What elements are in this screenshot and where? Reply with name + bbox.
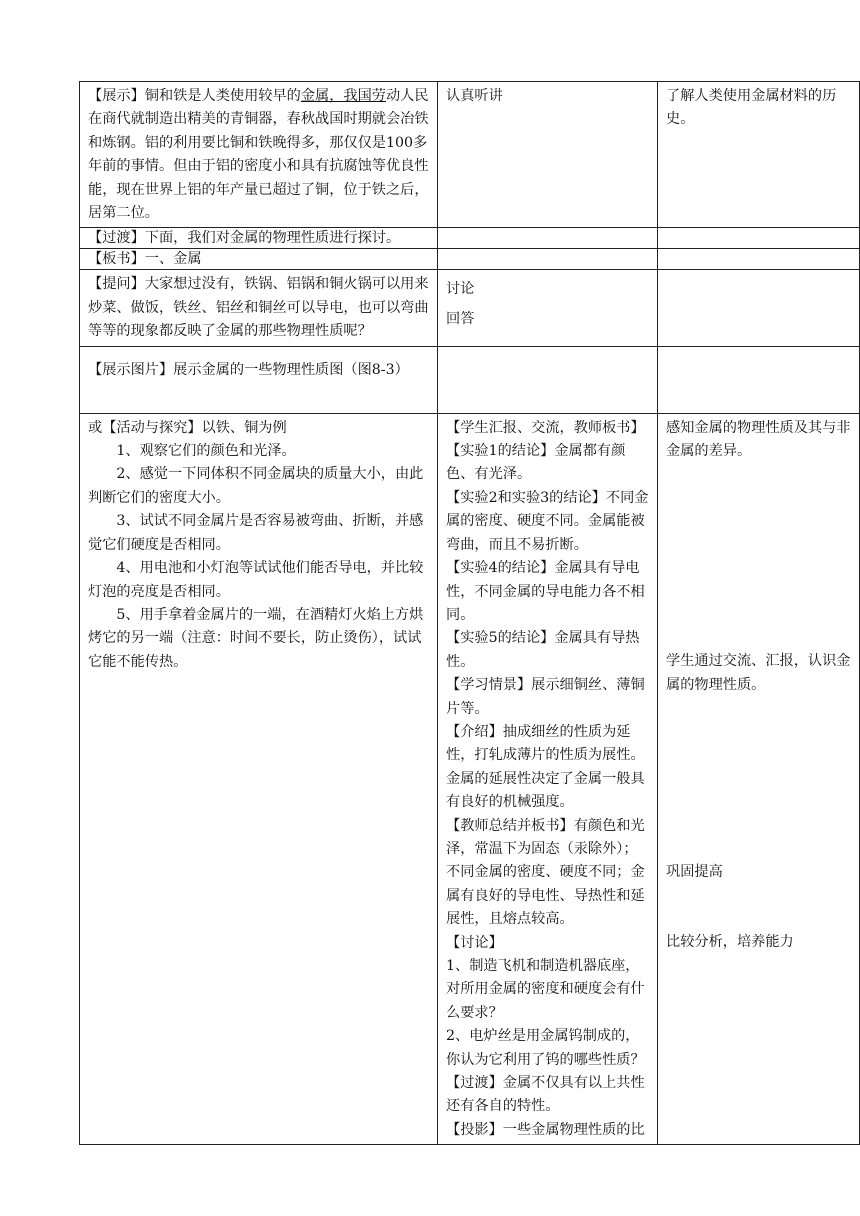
activity-title: 或【活动与探究】以铁、铜为例 — [88, 419, 287, 436]
design-intent-cell — [658, 228, 860, 249]
design-intent-cell: 了解人类使用金属材料的历史。 — [658, 82, 860, 228]
activity-line: 【实验4的结论】金属具有导电性，不同金属的导电能力各不相同。 — [446, 560, 645, 623]
student-activity-cell — [438, 413, 658, 1145]
activity-step: 4、用电池和小灯泡等试试他们能否导电，并比较灯泡的亮度是否相同。 — [88, 560, 424, 600]
table-row — [80, 249, 860, 270]
activity-line: 【学生汇报、交流，教师板书】 — [446, 419, 645, 436]
design-intent-cell — [658, 346, 860, 413]
activity-line: 【投影】一些金属物理性质的比 — [446, 1121, 645, 1138]
student-activity-cell — [438, 346, 658, 413]
intent-line: 学生通过交流、汇报，认识金属的物理性质。 — [666, 653, 851, 693]
activity-line: 讨论 — [446, 281, 475, 298]
table-row — [80, 270, 860, 346]
intent-line: 巩固提高 — [666, 864, 723, 881]
content-cell: 【过渡】下面，我们对金属的物理性质进行探讨。 — [80, 228, 438, 249]
design-intent-cell — [658, 413, 860, 1145]
activity-step: 3、试试不同金属片是否容易被弯曲、折断，并感觉它们硬度是否相同。 — [88, 513, 424, 553]
activity-line: 2、电炉丝是用金属钨制成的，你认为它利用了钨的哪些性质？ — [446, 1028, 645, 1068]
content-cell: 【提问】大家想过没有，铁锅、铝锅和铜火锅可以用来炒菜、做饭，铁丝、铝丝和铜丝可以导电，也可以弯曲等等的现象都反映了金属的那些物理性质呢？ — [80, 270, 438, 346]
activity-step: 1、观察它们的颜色和光泽。 — [116, 443, 296, 460]
activity-step: 5、用手拿着金属片的一端，在酒精灯火焰上方烘烤它的另一端（注意：时间不要长，防止烫伤），试试它能不能传热。 — [88, 606, 424, 670]
design-intent-cell — [658, 249, 860, 270]
text-segment: 【展示】铜和铁是人类使用较早的 — [88, 88, 301, 104]
content-cell — [80, 82, 438, 228]
student-activity-cell — [438, 270, 658, 346]
activity-line: 回答 — [446, 310, 475, 327]
intent-line: 比较分析，培养能力 — [666, 933, 794, 950]
activity-line: 【教师总结并板书】有颜色和光泽，常温下为固态（汞除外）；不同金属的密度、硬度不同；金属有良好的导电性、导热性和延展性，且熔点较高。 — [446, 817, 645, 928]
activity-line: 【讨论】 — [446, 934, 503, 951]
underlined-text: 金属，我国劳 — [300, 88, 386, 104]
table-row — [80, 413, 860, 1145]
table-row — [80, 228, 860, 249]
text-segment: 动人民在商代就制造出精美的青铜器，春秋战国时期就会冶铁和炼钢。铝的利用要比铜和铁晚得多，那仅仅是100多年前的事情。但由于铝的密度小和具有抗腐蚀等优良性能，现在世界上铝的年产量已超过了铜，位于铁之后，居第二位。 — [88, 88, 429, 222]
activity-line: 【学习情景】展示细铜丝、薄铜片等。 — [446, 677, 645, 717]
content-cell: 【板书】一、金属 — [80, 249, 438, 270]
activity-line: 【过渡】金属不仅具有以上共性还有各自的特性。 — [446, 1075, 645, 1115]
intent-line: 感知金属的物理性质及其与非金属的差异。 — [666, 419, 851, 460]
student-activity-cell: 认真听讲 — [438, 82, 658, 228]
design-intent-cell — [658, 270, 860, 346]
activity-line: 【介绍】抽成细丝的性质为延性，打轧成薄片的性质为展性。金属的延展性决定了金属一般具有良好的机械强度。 — [446, 723, 645, 811]
student-activity-cell — [438, 249, 658, 270]
activity-line: 【实验2和实验3的结论】不同金属的密度、硬度不同。金属能被弯曲，而且不易折断。 — [446, 489, 649, 553]
content-cell: 【展示图片】展示金属的一些物理性质图（图8-3） — [80, 346, 438, 413]
student-activity-cell — [438, 228, 658, 249]
lesson-plan-table — [79, 81, 860, 1145]
activity-line: 【实验5的结论】金属具有导热性。 — [446, 630, 640, 670]
content-cell — [80, 413, 438, 1145]
table-row — [80, 82, 860, 228]
activity-line: 【实验1的结论】金属都有颜色、有光泽。 — [446, 443, 626, 483]
activity-step: 2、感觉一下同体积不同金属块的质量大小，由此判断它们的密度大小。 — [88, 466, 424, 506]
table-row — [80, 346, 860, 413]
activity-line: 1、制造飞机和制造机器底座，对所用金属的密度和硬度会有什么要求？ — [446, 958, 645, 1021]
